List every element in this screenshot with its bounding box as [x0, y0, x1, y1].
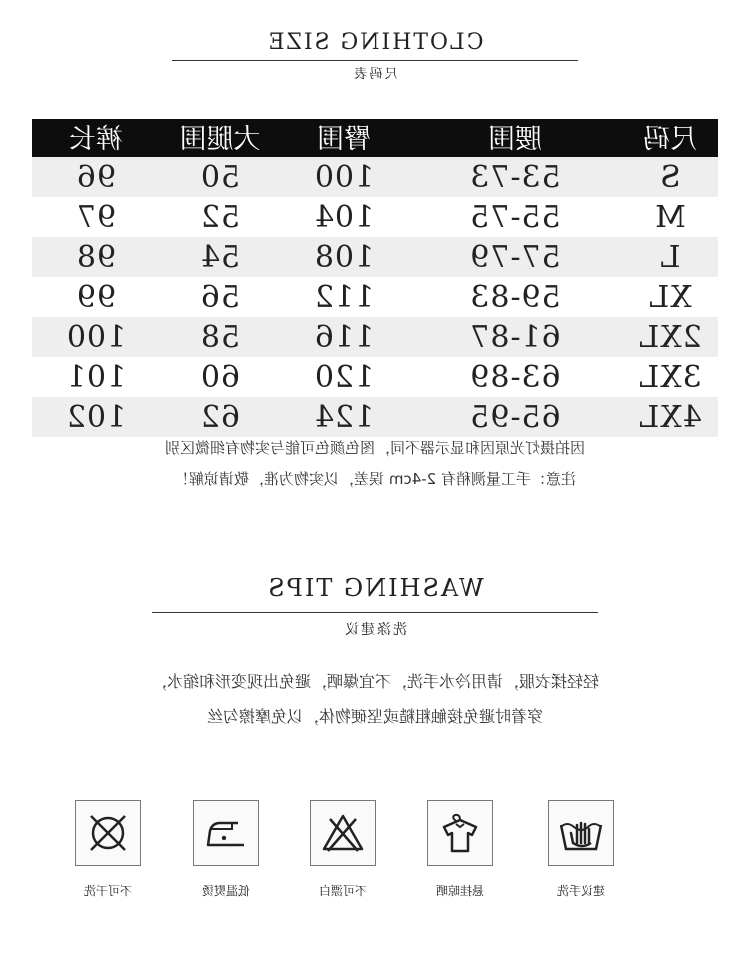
- no-dry-clean-icon: [75, 800, 141, 866]
- table-row: [32, 317, 718, 357]
- column-header-thigh: 大腿围: [179, 124, 261, 155]
- washing-tips-title: WASHING TIPS: [266, 574, 484, 602]
- cell-waist: 63-89: [469, 359, 561, 395]
- cell-thigh: 50: [199, 159, 241, 195]
- cell-waist: 53-73: [469, 159, 561, 195]
- washing-subtitle: 洗涤建议: [343, 622, 407, 638]
- table-row: [32, 397, 718, 437]
- cell-length: 96: [75, 159, 117, 195]
- color-disclaimer: 因拍摄灯光原因和显示器不同，图色颜色可能与实物有细微区别: [165, 439, 586, 457]
- care-item-hand-wash: [548, 800, 614, 898]
- column-header-hip: 臀围: [317, 124, 371, 155]
- table-row: [32, 237, 718, 277]
- washing-tip: 穿着时避免接触粗糙或坚硬物体，以免摩擦勾丝: [207, 707, 544, 726]
- care-label: 悬挂晾晒: [436, 884, 485, 898]
- table-row: [32, 357, 718, 397]
- washing-tip: 轻轻揉衣服，请用冷水手洗，不宜爆晒，避免出现变形和缩水，: [151, 672, 600, 691]
- column-header-length: 裤长: [69, 124, 123, 155]
- size-chart-title: CLOTHING SIZE: [266, 30, 484, 55]
- washing-divider: [152, 612, 598, 613]
- cell-size: S: [659, 159, 681, 195]
- care-item-no-bleach: [310, 800, 376, 898]
- cell-length: 102: [65, 399, 127, 435]
- measurement-note: 注意：手工量测稍有 2-4cm 误差，以实物为准，敬请谅解！: [174, 470, 576, 488]
- cell-length: 101: [65, 359, 127, 395]
- cell-thigh: 60: [199, 359, 241, 395]
- cell-waist: 61-87: [469, 319, 561, 355]
- cell-length: 98: [75, 239, 117, 275]
- cell-size: 2XL: [638, 319, 702, 355]
- cell-waist: 57-79: [469, 239, 561, 275]
- cell-thigh: 62: [199, 399, 241, 435]
- cell-waist: 55-75: [469, 199, 561, 235]
- cell-thigh: 58: [199, 319, 241, 355]
- cell-waist: 65-95: [469, 399, 561, 435]
- care-label: 建议手洗: [557, 884, 606, 898]
- cell-size: L: [659, 239, 681, 275]
- cell-thigh: 52: [199, 199, 241, 235]
- care-label: 不可漂白: [319, 884, 368, 898]
- cell-hip: 108: [313, 239, 375, 275]
- title-divider: [172, 60, 578, 61]
- cell-size: M: [654, 199, 686, 235]
- hang-dry-icon: [427, 800, 493, 866]
- size-table: [32, 119, 718, 437]
- column-header-waist: 腰围: [488, 124, 542, 155]
- column-header-size: 尺码: [643, 124, 697, 155]
- cell-hip: 100: [313, 159, 375, 195]
- table-header: [32, 119, 718, 157]
- cell-size: 4XL: [638, 399, 702, 435]
- cell-length: 100: [65, 319, 127, 355]
- cell-length: 99: [75, 279, 117, 315]
- cell-thigh: 56: [199, 279, 241, 315]
- hand-wash-icon: [548, 800, 614, 866]
- care-item-hang-dry: [427, 800, 493, 898]
- cell-hip: 124: [313, 399, 375, 435]
- cell-size: 3XL: [638, 359, 702, 395]
- care-item-low-iron: [193, 800, 259, 898]
- no-bleach-icon: [310, 800, 376, 866]
- cell-hip: 120: [313, 359, 375, 395]
- cell-hip: 104: [313, 199, 375, 235]
- care-label: 不可干洗: [84, 884, 133, 898]
- care-label: 低温熨烫: [202, 884, 251, 898]
- table-row: [32, 197, 718, 237]
- table-row: [32, 277, 718, 317]
- table-body: [32, 157, 718, 437]
- cell-length: 97: [75, 199, 117, 235]
- table-row: [32, 157, 718, 197]
- cell-waist: 59-83: [469, 279, 561, 315]
- size-chart-subtitle: 尺码表: [352, 67, 398, 82]
- cell-hip: 116: [313, 319, 375, 355]
- low-iron-icon: [193, 800, 259, 866]
- cell-size: XL: [648, 279, 692, 315]
- cell-thigh: 54: [199, 239, 241, 275]
- cell-hip: 112: [313, 279, 375, 315]
- care-item-no-dry-clean: [75, 800, 141, 898]
